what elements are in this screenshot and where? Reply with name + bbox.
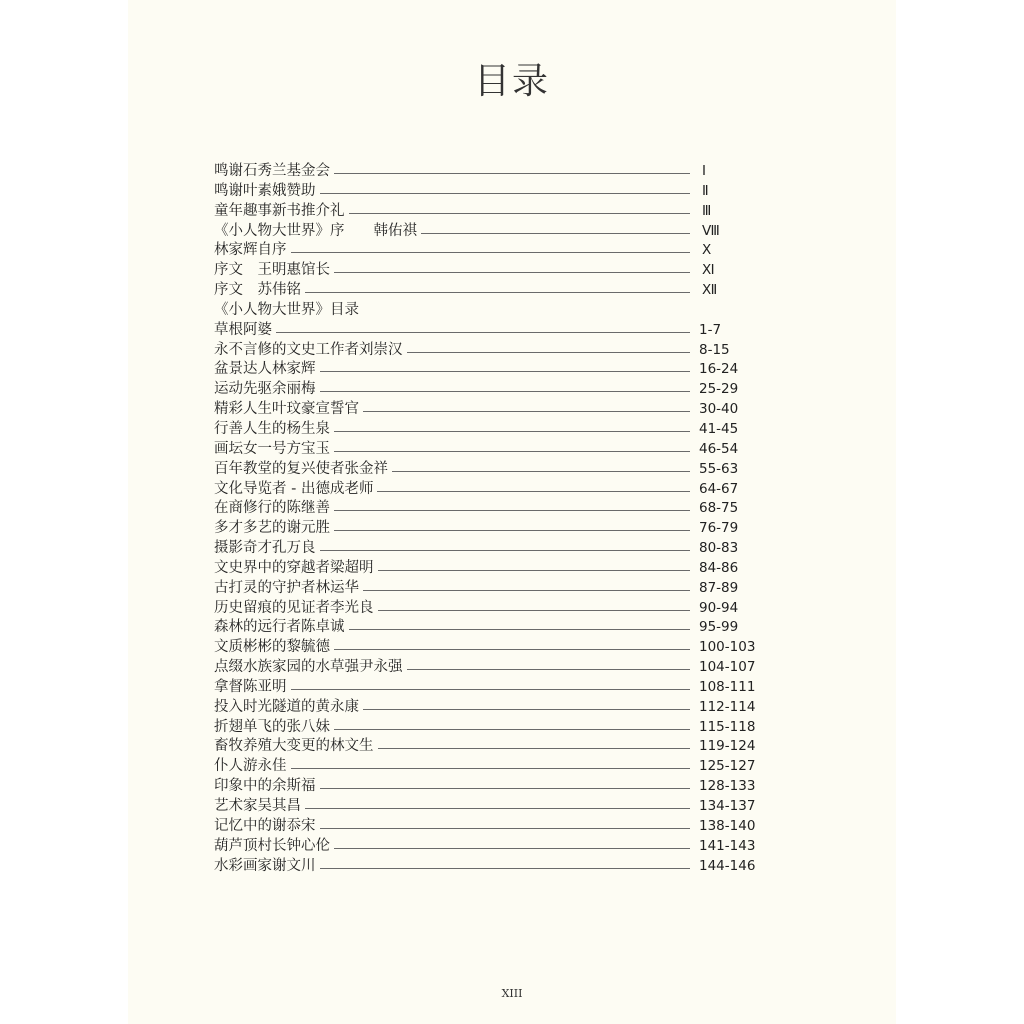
toc-entry-page-range: Ⅺ <box>702 262 715 279</box>
toc-entry-page-range: 30-40 <box>699 401 739 418</box>
toc-entry-page-range: 125-127 <box>699 758 756 775</box>
table-of-contents <box>214 162 774 876</box>
toc-entry-page-range: 25-29 <box>699 381 739 398</box>
toc-entry-title: 文质彬彬的黎毓德 <box>214 638 334 658</box>
toc-entry-page-range: 108-111 <box>699 678 756 695</box>
toc-entry-title: 盆景达人林家辉 <box>214 360 320 380</box>
toc-entry-title: 鸣谢叶素娥赞助 <box>214 182 320 202</box>
toc-entry-page-range: 55-63 <box>699 460 739 477</box>
toc-entry-title: 印象中的余斯福 <box>214 777 320 797</box>
toc-entry-page-range: 1-7 <box>699 321 722 338</box>
toc-entry-title: 艺术家吴其昌 <box>214 797 305 817</box>
page-title: 目录 <box>473 61 550 102</box>
dot-leader-line <box>214 332 690 333</box>
toc-entry <box>214 182 774 202</box>
toc-entry-page-range: Ⅰ <box>702 163 706 179</box>
toc-entry <box>214 360 774 380</box>
toc-entry-page-range: 138-140 <box>699 817 756 834</box>
toc-entry-page-range: 76-79 <box>699 520 739 537</box>
toc-entry <box>214 499 774 519</box>
toc-entry <box>214 241 774 261</box>
toc-entry-page-range: 115-118 <box>699 718 756 735</box>
toc-entry-page-range: 128-133 <box>699 778 756 795</box>
page-number-footer: XIII <box>501 987 523 1000</box>
toc-entry-page-range: Ⅷ <box>702 222 720 239</box>
toc-entry <box>214 460 774 480</box>
toc-entry-page-range: 80-83 <box>699 540 739 557</box>
toc-entry <box>214 698 774 718</box>
toc-entry-title: 序文 苏伟铭 <box>214 281 305 301</box>
toc-entry-page-range: Ⅹ <box>702 242 712 259</box>
toc-entry-title: 文化导览者 - 出德成老师 <box>214 480 377 500</box>
toc-entry-page-range: 68-75 <box>699 500 739 517</box>
toc-entry <box>214 420 774 440</box>
toc-entry-title: 畜牧养殖大变更的林文生 <box>214 737 378 757</box>
toc-entry-title: 运动先驱余丽梅 <box>214 380 320 400</box>
toc-entry <box>214 718 774 738</box>
toc-entry-page-range: 90-94 <box>699 599 739 616</box>
toc-entry <box>214 321 774 341</box>
toc-entry <box>214 380 774 400</box>
toc-entry <box>214 202 774 222</box>
toc-entry <box>214 777 774 797</box>
toc-entry-page-range: 16-24 <box>699 361 739 378</box>
toc-entry <box>214 678 774 698</box>
toc-entry-title: 点缀水族家园的水草强尹永强 <box>214 658 407 678</box>
toc-entry <box>214 162 774 182</box>
toc-entry <box>214 817 774 837</box>
toc-entry-page-range: 64-67 <box>699 480 739 497</box>
toc-entry-page-range: 87-89 <box>699 579 739 596</box>
toc-entry-title: 水彩画家谢文川 <box>214 857 320 877</box>
toc-entry-title: 葫芦顶村长钟心伦 <box>214 837 334 857</box>
toc-entry-title: 百年教堂的复兴使者张金祥 <box>214 460 392 480</box>
toc-entry-title: 折翅单飞的张八妹 <box>214 718 334 738</box>
toc-entry <box>214 480 774 500</box>
toc-entry-title: 在商修行的陈继善 <box>214 499 334 519</box>
toc-entry-page-range: 8-15 <box>699 341 730 358</box>
toc-entry <box>214 757 774 777</box>
toc-entry-page-range: 84-86 <box>699 559 739 576</box>
toc-entry-title: 精彩人生叶玟豪宣誓官 <box>214 400 363 420</box>
toc-entry <box>214 638 774 658</box>
toc-entry-title: 历史留痕的见证者李光良 <box>214 599 378 619</box>
toc-entry-page-range: 95-99 <box>699 619 739 636</box>
toc-entry <box>214 559 774 579</box>
toc-entry-title: 童年趣事新书推介礼 <box>214 202 349 222</box>
toc-entry <box>214 837 774 857</box>
toc-entry <box>214 281 774 301</box>
toc-entry-title: 拿督陈亚明 <box>214 678 291 698</box>
toc-entry-title: 《小人物大世界》序 韩佑祺 <box>214 222 421 242</box>
toc-entry <box>214 301 774 321</box>
toc-entry <box>214 519 774 539</box>
toc-entry <box>214 658 774 678</box>
toc-entry-page-range: 41-45 <box>699 420 739 437</box>
toc-entry-page-range: 141-143 <box>699 837 756 854</box>
toc-entry <box>214 222 774 242</box>
toc-entry-title: 草根阿婆 <box>214 321 276 341</box>
toc-entry <box>214 440 774 460</box>
toc-entry-page-range: 112-114 <box>699 698 756 715</box>
toc-entry <box>214 261 774 281</box>
toc-entry-title: 古打灵的守护者林运华 <box>214 579 363 599</box>
toc-entry-title: 行善人生的杨生泉 <box>214 420 334 440</box>
toc-entry <box>214 857 774 877</box>
toc-entry-title: 鸣谢石秀兰基金会 <box>214 162 334 182</box>
toc-entry-title: 记忆中的谢忝宋 <box>214 817 320 837</box>
toc-entry-title: 《小人物大世界》目录 <box>214 301 363 321</box>
toc-entry-title: 投入时光隧道的黄永康 <box>214 698 363 718</box>
toc-entry-title: 摄影奇才孔万良 <box>214 539 320 559</box>
toc-entry-page-range: Ⅲ <box>702 202 712 219</box>
toc-entry <box>214 618 774 638</box>
toc-entry-page-range: Ⅻ <box>702 282 718 299</box>
toc-entry <box>214 400 774 420</box>
toc-entry <box>214 579 774 599</box>
toc-entry-title: 多才多艺的谢元胜 <box>214 519 334 539</box>
toc-entry-title: 文史界中的穿越者梁超明 <box>214 559 378 579</box>
toc-entry-page-range: 134-137 <box>699 798 756 814</box>
toc-entry-title: 永不言修的文史工作者刘崇汉 <box>214 341 407 361</box>
toc-entry <box>214 797 774 817</box>
toc-entry-page-range: 119-124 <box>699 738 756 755</box>
toc-entry-page-range: 46-54 <box>699 440 739 457</box>
toc-entry-title: 林家辉自序 <box>214 241 291 261</box>
toc-entry-page-range: 104-107 <box>699 659 756 676</box>
toc-entry-page-range: 100-103 <box>699 639 756 656</box>
toc-entry-title: 仆人游永佳 <box>214 757 291 777</box>
toc-entry-page-range: 144-146 <box>699 857 756 874</box>
toc-entry <box>214 341 774 361</box>
toc-entry-page-range: Ⅱ <box>702 182 709 199</box>
document-page <box>128 0 896 1024</box>
toc-entry-title: 序文 王明惠馆长 <box>214 261 334 281</box>
toc-entry <box>214 599 774 619</box>
toc-entry-title: 画坛女一号方宝玉 <box>214 440 334 460</box>
toc-entry <box>214 539 774 559</box>
toc-entry-title: 森林的远行者陈卓诚 <box>214 618 349 638</box>
toc-entry <box>214 737 774 757</box>
